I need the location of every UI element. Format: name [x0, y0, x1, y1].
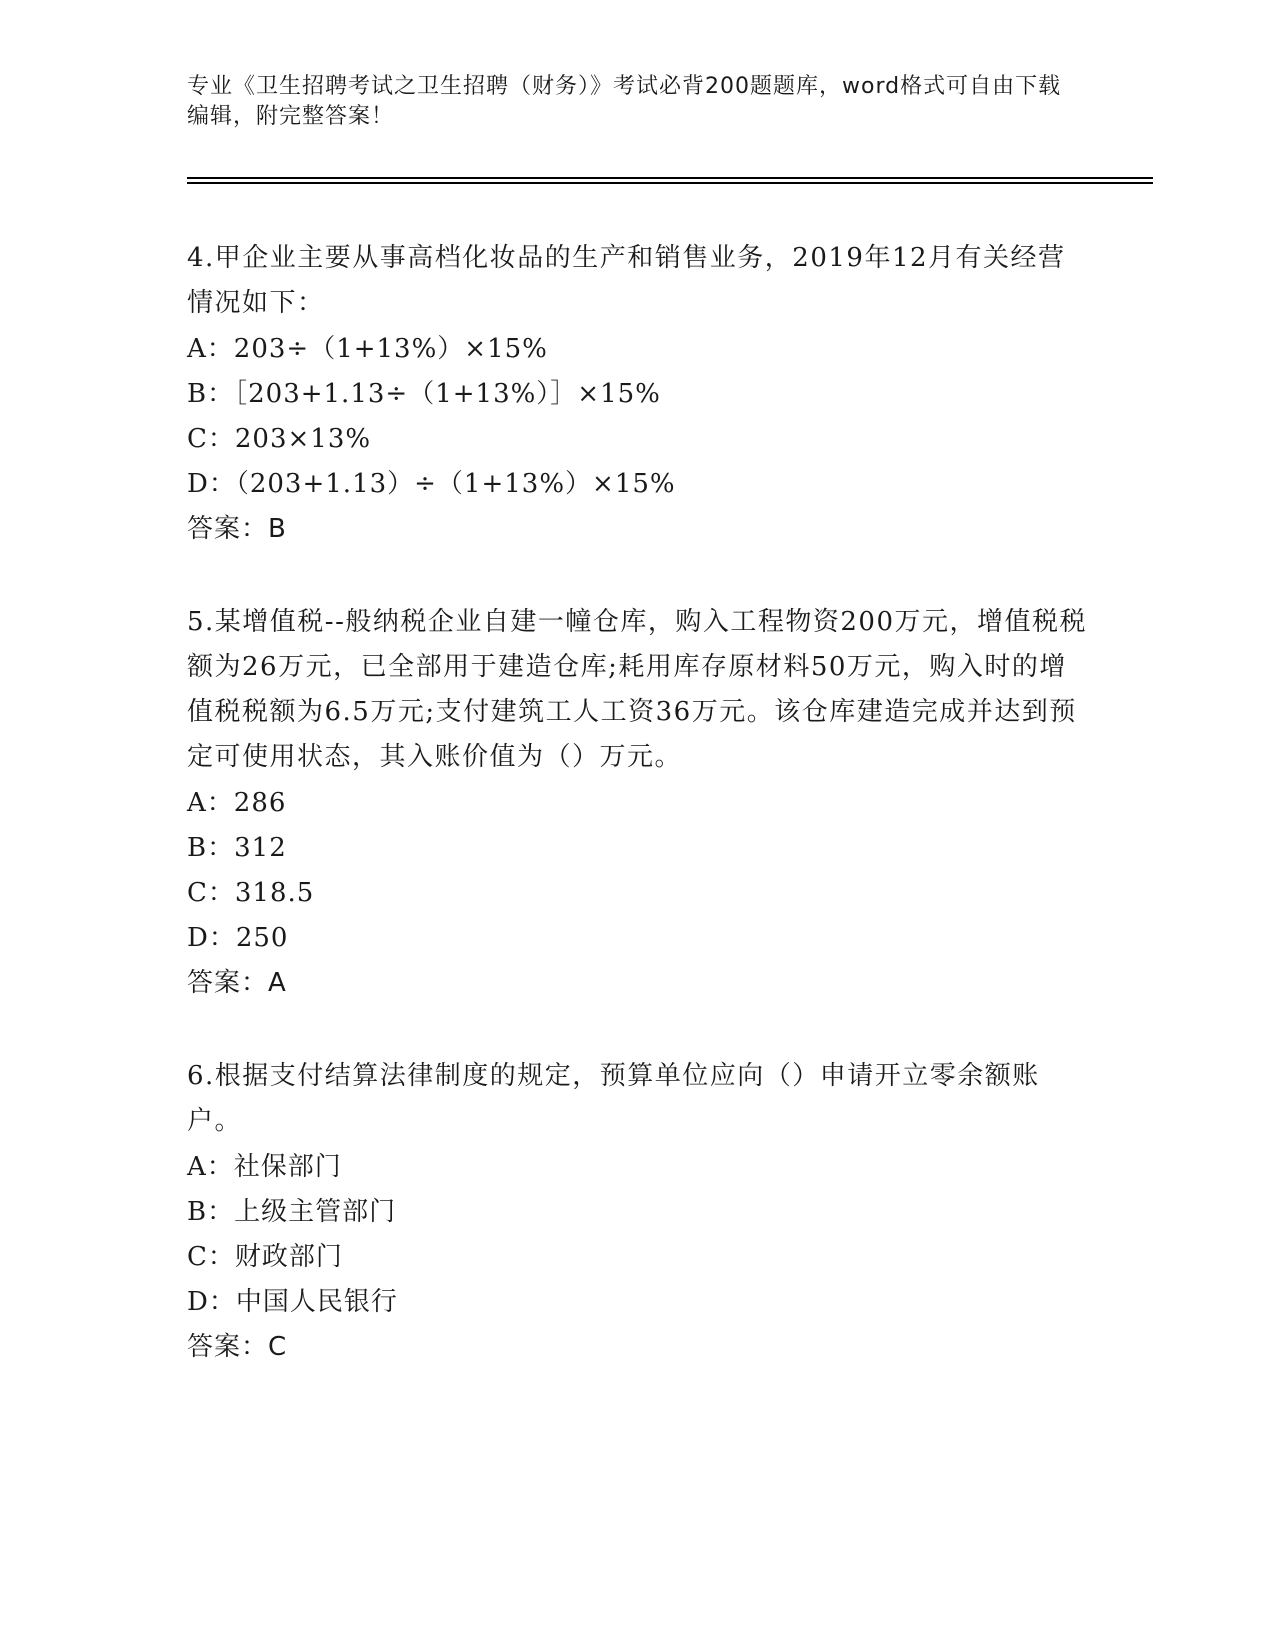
option-b: B：［203+1.13÷（1+13%）］×15% — [187, 379, 661, 409]
question-list — [187, 236, 1087, 1418]
question-4 — [187, 236, 1087, 552]
header-divider-top — [187, 177, 1153, 179]
answer-line: 答案：C — [187, 1332, 288, 1362]
option-d: D：（203+1.13）÷（1+13%）×15% — [187, 469, 676, 499]
question-6 — [187, 1054, 1087, 1370]
option-d: D：中国人民银行 — [187, 1287, 398, 1317]
question-stem: 4.甲企业主要从事高档化妆品的生产和销售业务，2019年12月有关经营情况如下： — [187, 243, 1066, 318]
option-b: B：上级主管部门 — [187, 1197, 397, 1227]
option-a: A：社保部门 — [187, 1152, 342, 1182]
option-c: C：203×13% — [187, 424, 372, 454]
option-c: C：财政部门 — [187, 1242, 343, 1272]
question-stem: 5.某增值税--般纳税企业自建一幢仓库，购入工程物资200万元，增值税税额为26万元，已全部用于建造仓库;耗用库存原材料50万元，购入时的增值税税额为6.5万元;支付建筑工人工资36万元。该仓库建造完成并达到预定可使用状态，其入账价值为（）万元。 — [187, 607, 1088, 772]
option-a: A：286 — [187, 788, 287, 818]
option-a: A：203÷（1+13%）×15% — [187, 334, 548, 364]
question-stem: 6.根据支付结算法律制度的规定，预算单位应向（）申请开立零余额账户。 — [187, 1061, 1040, 1136]
option-c: C：318.5 — [187, 878, 315, 908]
question-5 — [187, 600, 1087, 1006]
document-header: 专业《卫生招聘考试之卫生招聘（财务）》考试必背200题题库，word格式可自由下载编辑，附完整答案！ — [187, 74, 1062, 129]
header-divider-bottom — [187, 182, 1153, 184]
option-d: D：250 — [187, 923, 289, 953]
answer-line: 答案：A — [187, 968, 287, 998]
answer-line: 答案：B — [187, 514, 287, 544]
option-b: B：312 — [187, 833, 287, 863]
